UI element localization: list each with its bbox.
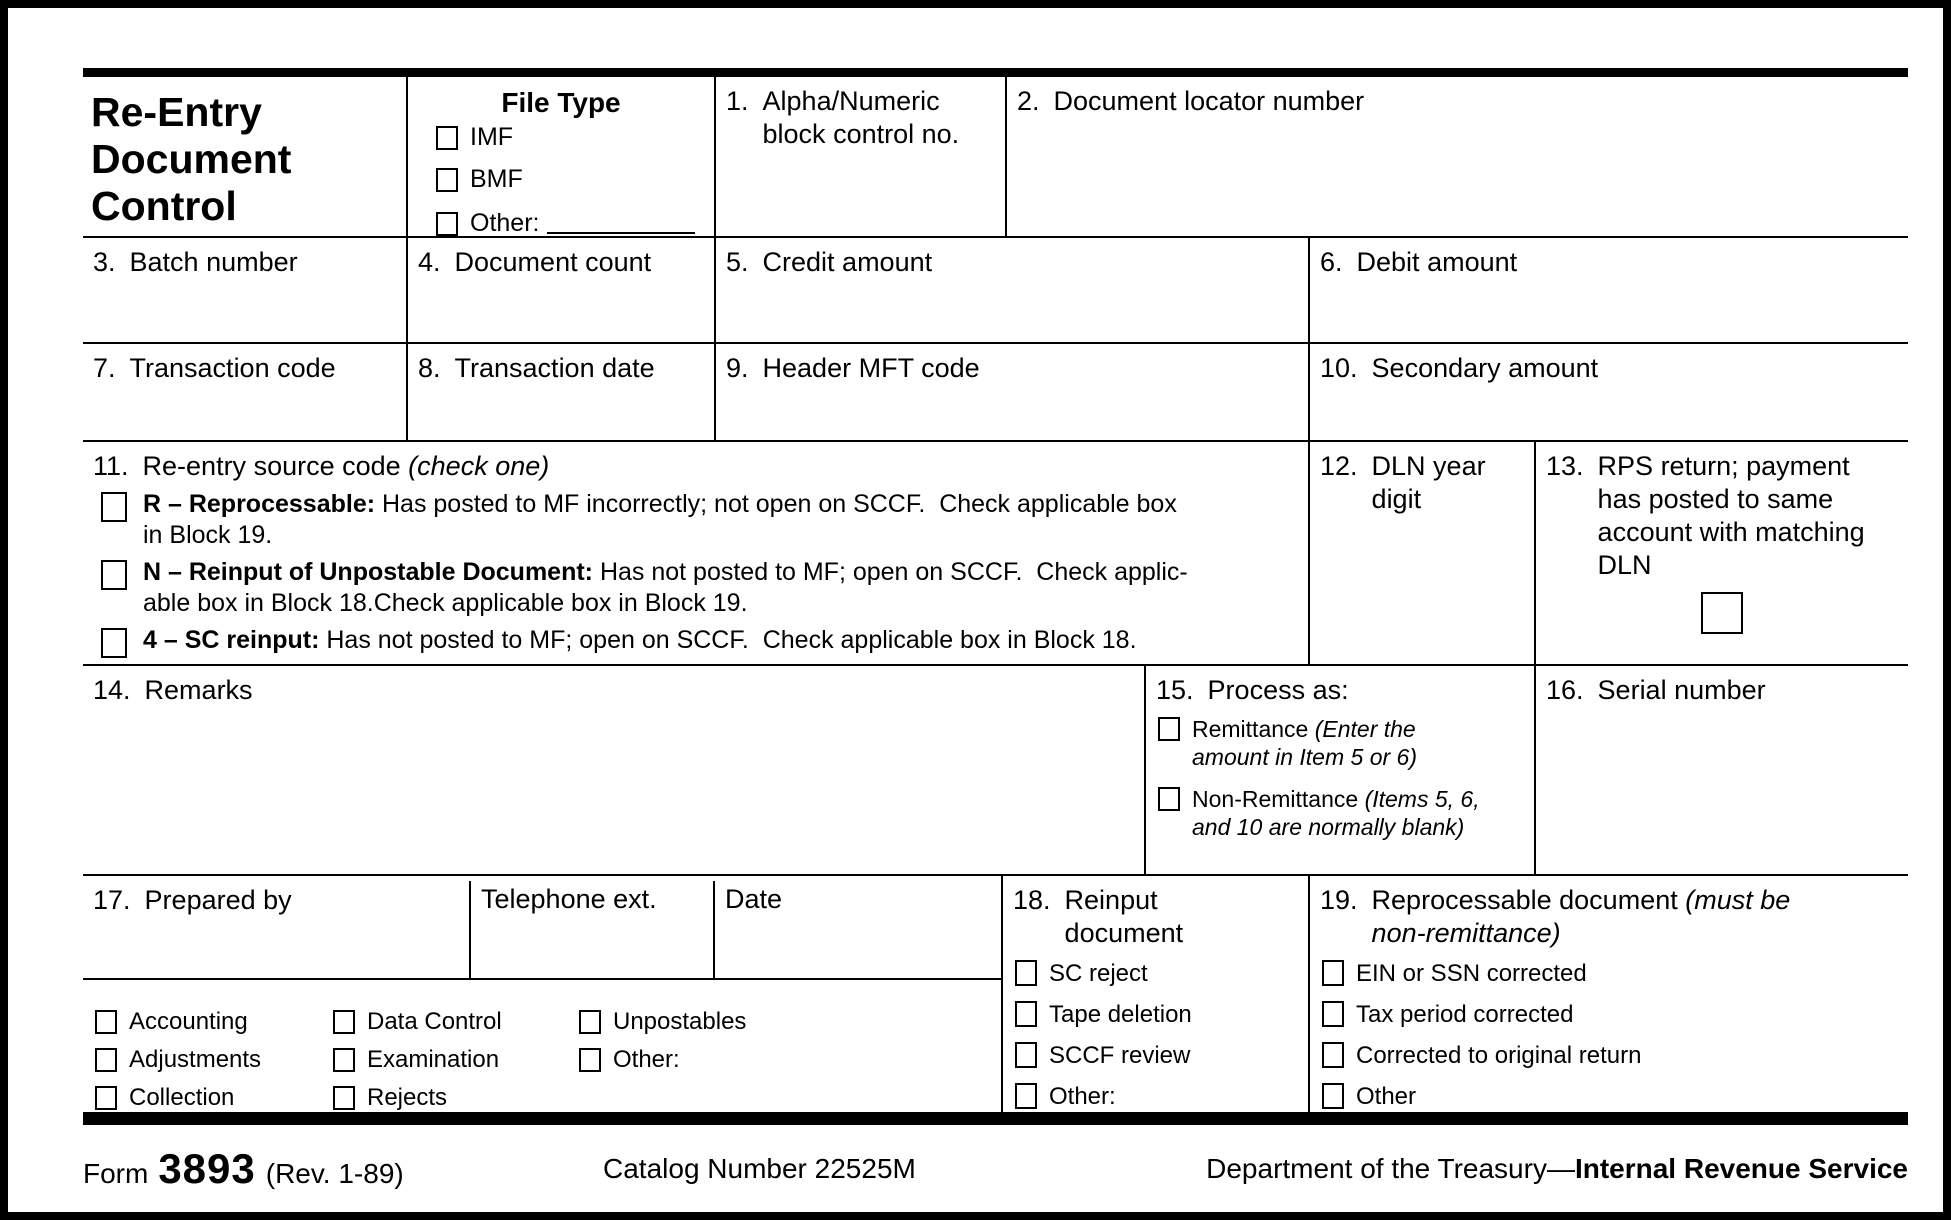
row-6 — [83, 876, 1908, 1114]
unpostables-checkbox[interactable] — [579, 1010, 601, 1034]
option-prepared-other — [579, 1046, 680, 1074]
block-18-label: Reinput document — [1064, 885, 1184, 948]
block-3-label: Batch number — [129, 247, 298, 277]
corrected-original-return-checkbox[interactable] — [1322, 1042, 1344, 1068]
adjustments-checkbox[interactable] — [95, 1048, 117, 1072]
form-title: Re-Entry Document Control — [83, 77, 408, 236]
form-revision: (Rev. 1-89) — [265, 1158, 404, 1189]
block-16-label: Serial number — [1597, 675, 1766, 705]
block-11-number: 11. — [93, 451, 129, 481]
form-footer — [83, 1125, 1908, 1205]
unpostables-label: Unpostables — [613, 1008, 747, 1035]
block-14-label: Remarks — [144, 675, 253, 705]
block-15-number: 15. — [1156, 675, 1194, 705]
block-15-label: Process as: — [1207, 675, 1349, 705]
block-11-source-code-cell — [83, 442, 1310, 664]
department-line — [1206, 1153, 1908, 1185]
option-ein-ssn-corrected — [1322, 960, 1898, 987]
examination-label: Examination — [367, 1046, 500, 1073]
sc-reject-checkbox[interactable] — [1015, 960, 1037, 986]
row-1 — [83, 77, 1908, 238]
process-option-remittance — [1158, 715, 1524, 771]
block-4-label: Document count — [454, 247, 652, 277]
date-divider-line — [713, 881, 715, 978]
date-label: Date — [725, 884, 783, 914]
data-control-label: Data Control — [367, 1008, 502, 1035]
rps-matching-dln-checkbox[interactable] — [1701, 592, 1743, 634]
non-remittance-note-line1: (Items 5, 6, — [1364, 786, 1480, 812]
option-sc-reject — [1015, 960, 1298, 987]
file-type-label: File Type — [501, 87, 621, 118]
option-accounting — [95, 1008, 248, 1036]
non-remittance-label: Non-Remittance — [1192, 786, 1359, 812]
block-6-debit-amount-cell[interactable] — [1310, 238, 1908, 342]
telephone-divider-line — [469, 881, 471, 978]
bmf-checkbox[interactable] — [436, 168, 458, 192]
reprocessable-other-checkbox[interactable] — [1322, 1083, 1344, 1109]
agency-label: Internal Revenue Service — [1574, 1153, 1908, 1184]
reinput-other-label: Other: — [1049, 1083, 1116, 1110]
source-code-r-checkbox[interactable] — [101, 492, 127, 522]
catalog-number: Catalog Number 22525M — [603, 1153, 916, 1184]
form-identifier — [83, 1145, 404, 1193]
block-2-document-locator-cell[interactable] — [1007, 77, 1908, 236]
file-type-other-blank[interactable] — [547, 214, 695, 234]
source-option-r-text2: in Block 19. — [143, 521, 273, 549]
corrected-original-return-label: Corrected to original return — [1356, 1042, 1642, 1069]
data-control-checkbox[interactable] — [333, 1010, 355, 1034]
reinput-other-checkbox[interactable] — [1015, 1083, 1037, 1109]
source-option-r-text: Has posted to MF incorrectly; not open on SCCF. Check applicable box — [382, 490, 1177, 518]
block-3-number: 3. — [93, 247, 116, 277]
block-7-transaction-code-cell[interactable] — [83, 344, 408, 440]
block-1-number: 1. — [726, 86, 749, 116]
block-4-number: 4. — [418, 247, 441, 277]
block-17-prepared-by-cell — [83, 876, 1003, 1112]
block-6-number: 6. — [1320, 247, 1343, 277]
block-10-number: 10. — [1320, 353, 1358, 383]
block-4-document-count-cell[interactable] — [408, 238, 716, 342]
ein-ssn-corrected-checkbox[interactable] — [1322, 960, 1344, 986]
block-16-number: 16. — [1546, 675, 1584, 705]
row-4 — [83, 442, 1908, 666]
file-type-cell — [408, 77, 716, 236]
source-option-4-bold: 4 – SC reinput: — [143, 626, 320, 654]
block-18-number: 18. — [1013, 885, 1051, 915]
block-7-number: 7. — [93, 353, 116, 383]
ein-ssn-corrected-label: EIN or SSN corrected — [1356, 960, 1587, 987]
option-reinput-other — [1015, 1083, 1298, 1110]
source-code-n-checkbox[interactable] — [101, 560, 127, 590]
collection-checkbox[interactable] — [95, 1086, 117, 1110]
block-12-label: DLN year digit — [1371, 451, 1486, 514]
prepared-by-divider — [83, 978, 1001, 980]
telephone-ext-label: Telephone ext. — [481, 884, 657, 914]
source-option-sc-reinput — [101, 625, 1298, 658]
non-remittance-checkbox[interactable] — [1158, 787, 1180, 811]
prepared-by-other-checkbox[interactable] — [579, 1048, 601, 1072]
block-19-label: Reprocessable document — [1371, 885, 1678, 915]
option-collection — [95, 1084, 234, 1112]
bmf-label: BMF — [470, 165, 523, 193]
block-8-label: Transaction date — [454, 353, 655, 383]
department-label: Department of the Treasury— — [1206, 1153, 1575, 1184]
block-13-rps-return-cell — [1536, 442, 1908, 664]
block-11-check-one-note: (check one) — [408, 451, 550, 481]
block-8-number: 8. — [418, 353, 441, 383]
tape-deletion-label: Tape deletion — [1049, 1001, 1192, 1028]
option-tax-period-corrected — [1322, 1001, 1898, 1028]
block-5-label: Credit amount — [762, 247, 933, 277]
block-12-number: 12. — [1320, 451, 1358, 481]
rejects-checkbox[interactable] — [333, 1086, 355, 1110]
source-option-n-text2: able box in Block 18.Check applicable box in Block 19. — [143, 589, 748, 617]
option-corrected-original-return — [1322, 1042, 1898, 1069]
source-option-n-bold: N – Reinput of Unpostable Document: — [143, 558, 593, 586]
block-19-note: (must be non-remittance) — [1371, 885, 1791, 948]
form-table — [83, 68, 1908, 1205]
file-type-other-checkbox[interactable] — [436, 212, 458, 236]
file-type-option-bmf — [436, 165, 523, 194]
block-5-number: 5. — [726, 247, 749, 277]
block-11-label: Re-entry source code — [142, 451, 401, 481]
option-adjustments — [95, 1046, 261, 1074]
tax-period-corrected-label: Tax period corrected — [1356, 1001, 1574, 1028]
source-option-r-bold: R – Reprocessable: — [143, 490, 376, 518]
option-rejects — [333, 1084, 447, 1112]
block-19-number: 19. — [1320, 885, 1358, 915]
sccf-review-checkbox[interactable] — [1015, 1042, 1037, 1068]
row-2 — [83, 238, 1908, 344]
remittance-checkbox[interactable] — [1158, 717, 1180, 741]
row-5 — [83, 666, 1908, 876]
block-8-transaction-date-cell[interactable] — [408, 344, 716, 440]
option-data-control — [333, 1008, 502, 1036]
source-option-reprocessable — [101, 489, 1298, 551]
block-1-label: Alpha/Numeric block control no. — [762, 86, 960, 149]
block-2-label: Document locator number — [1053, 86, 1365, 116]
option-tape-deletion — [1015, 1001, 1298, 1028]
option-reprocessable-other — [1322, 1083, 1898, 1110]
block-19-reprocessable-cell — [1310, 876, 1908, 1112]
source-option-reinput-unpostable — [101, 557, 1298, 619]
process-option-non-remittance — [1158, 785, 1524, 841]
block-9-header-mft-code-cell[interactable] — [716, 344, 1310, 440]
bottom-rule — [83, 1114, 1908, 1125]
remittance-note-line2: amount in Item 5 or 6) — [1192, 744, 1417, 770]
file-type-option-imf — [436, 123, 513, 152]
option-examination — [333, 1046, 499, 1074]
block-5-credit-amount-cell[interactable] — [716, 238, 1310, 342]
block-17-number: 17. — [93, 885, 131, 915]
form-number: 3893 — [158, 1145, 256, 1192]
sc-reject-label: SC reject — [1049, 960, 1148, 987]
block-13-label: RPS return; payment has posted to same account with matching DLN — [1597, 451, 1865, 580]
sccf-review-label: SCCF review — [1049, 1042, 1191, 1069]
block-7-label: Transaction code — [129, 353, 336, 383]
source-option-4-text: Has not posted to MF; open on SCCF. Check applicable box in Block 18. — [326, 626, 1137, 654]
imf-checkbox[interactable] — [436, 126, 458, 150]
block-18-reinput-document-cell — [1003, 876, 1310, 1112]
block-2-number: 2. — [1017, 86, 1040, 116]
tape-deletion-checkbox[interactable] — [1015, 1001, 1037, 1027]
block-14-number: 14. — [93, 675, 131, 705]
reprocessable-other-label: Other — [1356, 1083, 1417, 1110]
rejects-label: Rejects — [367, 1084, 448, 1111]
source-option-n-text: Has not posted to MF; open on SCCF. Check applic- — [599, 558, 1188, 586]
adjustments-label: Adjustments — [129, 1046, 262, 1073]
option-unpostables — [579, 1008, 746, 1036]
tax-period-corrected-checkbox[interactable] — [1322, 1001, 1344, 1027]
block-9-label: Header MFT code — [762, 353, 980, 383]
source-code-4-checkbox[interactable] — [101, 628, 127, 658]
block-14-remarks-cell[interactable] — [83, 666, 1146, 874]
block-17-header[interactable] — [93, 884, 292, 917]
accounting-checkbox[interactable] — [95, 1010, 117, 1034]
block-15-process-as-cell — [1146, 666, 1536, 874]
rps-checkbox-holder — [1701, 592, 1743, 639]
prepared-by-other-label: Other: — [613, 1046, 680, 1073]
file-type-other-label: Other: — [470, 209, 540, 237]
option-sccf-review — [1015, 1042, 1298, 1069]
collection-label: Collection — [129, 1084, 235, 1111]
block-10-secondary-amount-cell[interactable] — [1310, 344, 1908, 440]
block-9-number: 9. — [726, 353, 749, 383]
block-13-number: 13. — [1546, 451, 1584, 481]
block-10-label: Secondary amount — [1371, 353, 1599, 383]
file-type-option-other — [436, 209, 695, 238]
row-3 — [83, 344, 1908, 442]
block-17-label: Prepared by — [144, 885, 292, 915]
block-1-alpha-numeric-cell[interactable] — [716, 77, 1007, 236]
block-6-label: Debit amount — [1356, 247, 1518, 277]
top-rule — [83, 68, 1908, 77]
form-word: Form — [83, 1158, 149, 1189]
non-remittance-note-line2: and 10 are normally blank) — [1192, 814, 1465, 840]
remittance-label: Remittance — [1192, 716, 1309, 742]
block-16-serial-number-cell[interactable] — [1536, 666, 1908, 874]
remittance-note-line1: (Enter the — [1314, 716, 1416, 742]
block-11-header — [93, 450, 1298, 483]
examination-checkbox[interactable] — [333, 1048, 355, 1072]
imf-label: IMF — [470, 123, 514, 151]
accounting-label: Accounting — [129, 1008, 248, 1035]
block-12-dln-year-digit-cell[interactable] — [1310, 442, 1536, 664]
block-3-batch-number-cell[interactable] — [83, 238, 408, 342]
